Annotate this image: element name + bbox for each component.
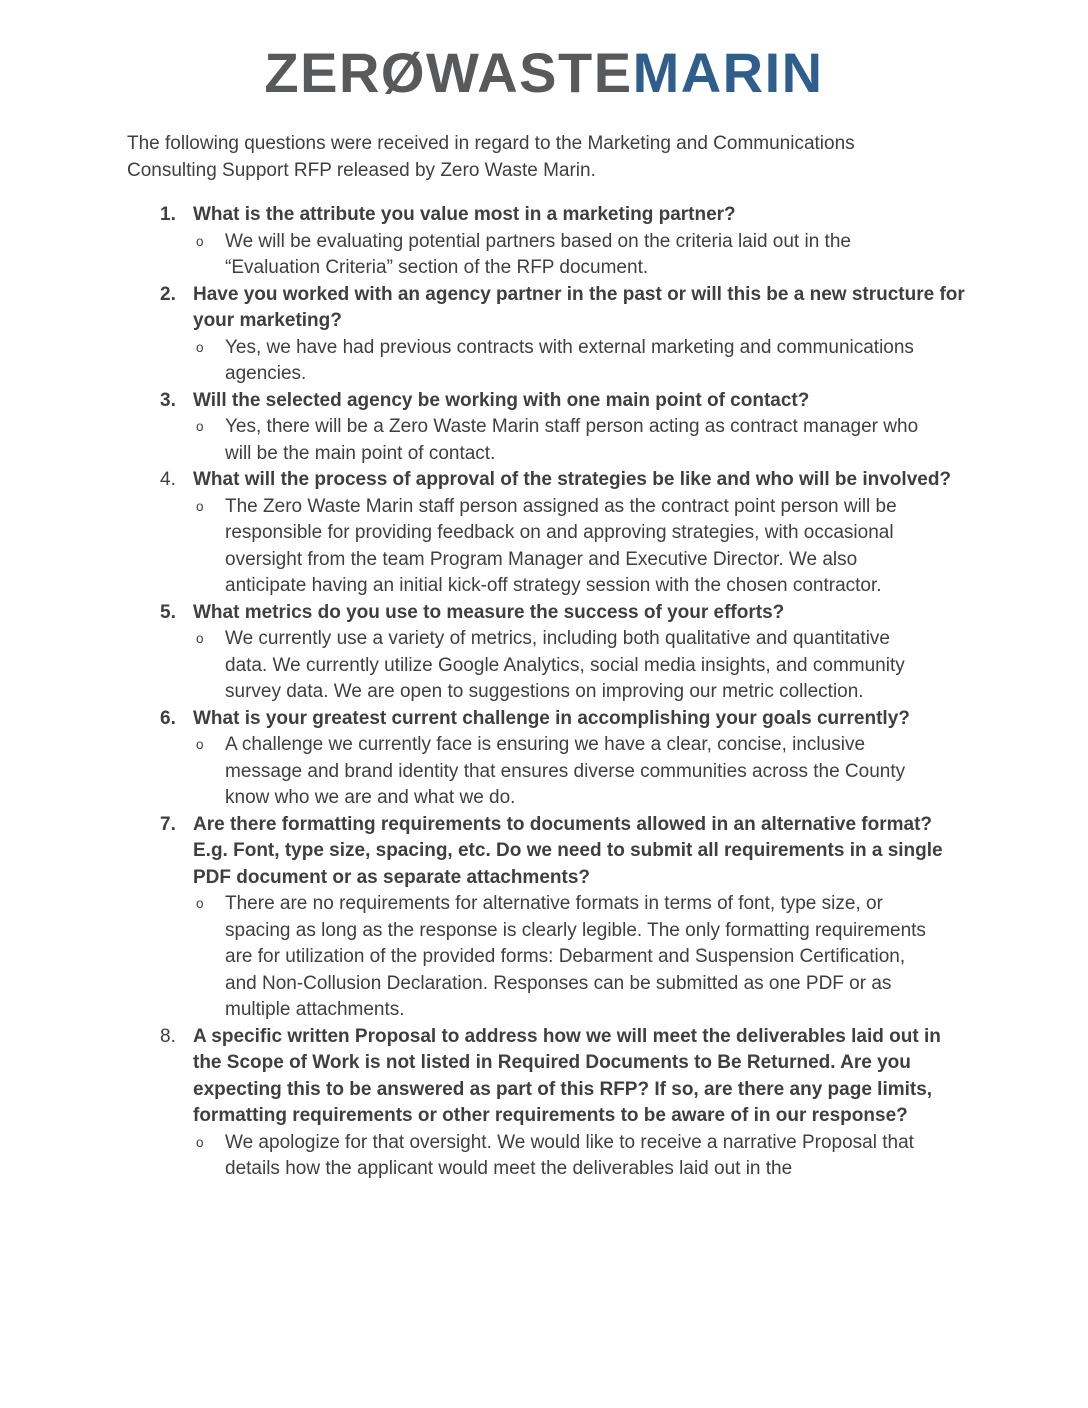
qa-question-row (160, 388, 970, 415)
qa-answer-row (193, 414, 970, 467)
qa-number: 5. (160, 601, 176, 623)
circle-bullet-icon: o (196, 1134, 204, 1150)
qa-answer: There are no requirements for alternative formats in terms of font, type size, or spacing as long as the response is clearly legible. The only formatting requirements are for utilization of the provided forms: Debarment and Suspension Certification, and Non-Collusion Declaration. Responses can be submitted as one PDF or as multiple attachments. (225, 893, 926, 1020)
qa-item (160, 202, 970, 282)
qa-question: What is the attribute you value most in a marketing partner? (193, 204, 736, 225)
qa-item (160, 706, 970, 812)
logo-marin: MARIN (632, 41, 824, 104)
intro-paragraph: The following questions were received in regard to the Marketing and Communications Consulting Support RFP released by Zero Waste Marin. (127, 133, 855, 181)
logo-zerowaste: ZERØWASTE (264, 41, 633, 104)
qa-answer: The Zero Waste Marin staff person assigned as the contract point person will be responsible for providing feedback on and approving strategies, with occasional oversight from the team Program Manager and Executive Director. We also anticipate having an initial kick-off strategy session with the chosen contractor. (225, 495, 897, 596)
qa-answer-row (193, 494, 970, 600)
qa-question: A specific written Proposal to address how we will meet the deliverables laid out in the Scope of Work is not listed in Required Documents to Be Returned. Are you expecting this to be answered as part of this RFP? If so, are there any page limits, formatting requirements or other requirements to be aware of in our response? (193, 1025, 941, 1126)
qa-question-row (160, 706, 970, 733)
qa-answer: A challenge we currently face is ensuring we have a clear, concise, inclusive message and brand identity that ensures diverse communities across the County know who we are and what we do. (225, 734, 906, 808)
circle-bullet-icon: o (196, 896, 204, 911)
qa-number: 4. (160, 469, 176, 490)
qa-question: What metrics do you use to measure the success of your efforts? (193, 601, 785, 623)
zero-waste-marin-logo (0, 0, 1088, 104)
qa-item (160, 467, 970, 600)
qa-answer: Yes, there will be a Zero Waste Marin staff person acting as contract manager who will be the main point of contact. (225, 416, 919, 464)
qa-answer: We apologize for that oversight. We would like to receive a narrative Proposal that details how the applicant would meet the deliverables laid out in the (225, 1131, 914, 1179)
qa-answer-row (193, 229, 970, 282)
qa-answer-row (193, 626, 970, 706)
qa-number: 1. (160, 204, 176, 225)
qa-question-row (160, 1024, 970, 1130)
qa-question: Have you worked with an agency partner in the past or will this be a new structure for your marketing? (193, 283, 965, 331)
qa-number: 2. (160, 283, 176, 305)
qa-question-row (160, 282, 970, 335)
qa-answer-row (193, 335, 970, 388)
qa-question-row (160, 600, 970, 627)
qa-number: 7. (160, 813, 176, 835)
qa-question: What is your greatest current challenge in accomplishing your goals currently? (193, 707, 910, 729)
circle-bullet-icon: o (196, 498, 204, 514)
qa-answer-row (193, 891, 970, 1024)
qa-question-row (160, 812, 970, 892)
qa-item (160, 812, 970, 1024)
qa-number: 3. (160, 389, 176, 411)
circle-bullet-icon: o (196, 737, 204, 752)
qa-item (160, 282, 970, 388)
circle-bullet-icon: o (196, 631, 204, 646)
qa-number: 8. (160, 1025, 176, 1047)
qa-number: 6. (160, 707, 176, 729)
qa-item (160, 600, 970, 706)
qa-question-row (160, 202, 970, 229)
qa-answer: We currently use a variety of metrics, including both qualitative and quantitative data. We currently utilize Google Analytics, social media insights, and community survey data. We are open to suggestions on improving our metric collection. (225, 628, 905, 702)
qa-answer-row (193, 1130, 970, 1183)
qa-answer-row (193, 732, 970, 812)
qa-answer: We will be evaluating potential partners based on the criteria laid out in the “Evaluation Criteria” section of the RFP document. (225, 230, 851, 278)
qa-question: Will the selected agency be working with one main point of contact? (193, 389, 810, 411)
qa-question: Are there formatting requirements to documents allowed in an alternative format? E.g. Font, type size, spacing, etc. Do we need to submit all requirements in a single PDF document or as separate attachments? (193, 813, 943, 888)
circle-bullet-icon: o (196, 419, 204, 434)
qa-question: What will the process of approval of the strategies be like and who will be involved? (193, 469, 952, 490)
qa-list (160, 202, 970, 1183)
qa-item (160, 1024, 970, 1183)
circle-bullet-icon: o (196, 233, 204, 249)
qa-question-row (160, 467, 970, 494)
circle-bullet-icon: o (196, 339, 204, 355)
qa-answer: Yes, we have had previous contracts with external marketing and communications agencies. (225, 336, 914, 384)
qa-item (160, 388, 970, 468)
